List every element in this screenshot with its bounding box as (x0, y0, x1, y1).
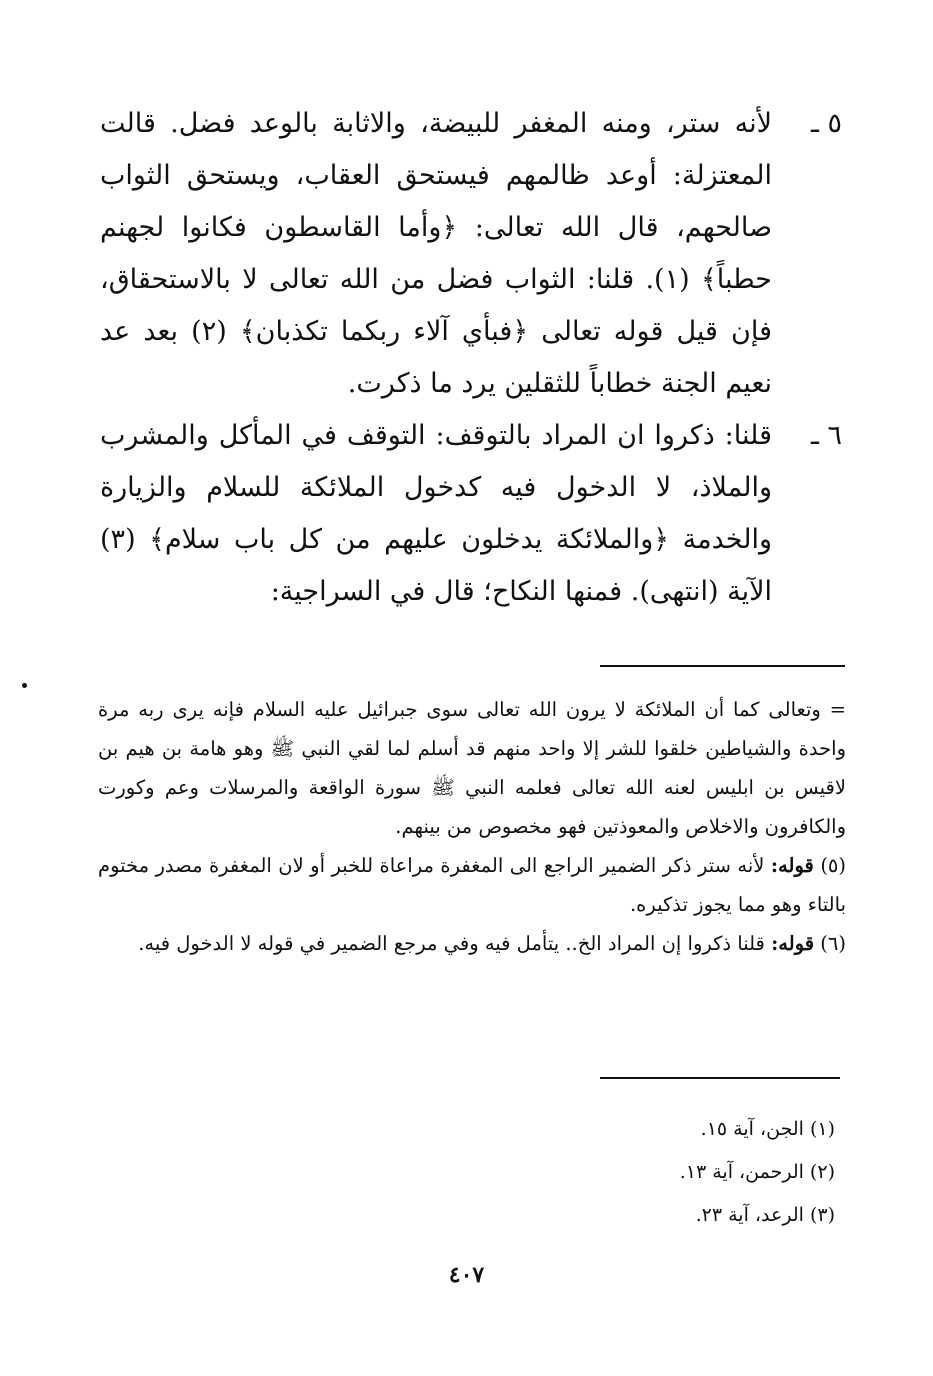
paragraph-text: قلنا: ذكروا ان المراد بالتوقف: التوقف في المأكل والمشرب والملاذ، لا الدخول فيه كدخول الملائكة للسلام والزيارة والخدمة ﴿والملائكة يدخلون عليهم من كل باب سلام﴾ (٣) الآية (انتهى). فمنها النكاح؛ قال في السراجية: (100, 420, 772, 607)
reference-item: (٢) الرحمن، آية ١٣. (679, 1161, 835, 1183)
note-number: (٥) (820, 854, 847, 877)
main-text (100, 98, 842, 618)
paragraph-number: ٦ ـ (810, 420, 842, 451)
page-number: ٤٠٧ (448, 1262, 485, 1288)
note-item (98, 924, 846, 963)
note-item (98, 846, 846, 924)
note-text: لأنه ستر ذكر الضمير الراجع الى المغفرة مراعاة للخبر أو لان المغفرة مصدر مختوم بالتاء وهو مما يجوز تذكيره. (98, 854, 846, 916)
references-separator (600, 1077, 840, 1079)
note-number: (٦) (820, 932, 846, 955)
reference-item: (١) الجن، آية ١٥. (700, 1118, 835, 1140)
note-text: قلنا ذكروا إن المراد الخ.. يتأمل فيه وفي مرجع الضمير في قوله لا الدخول فيه. (138, 932, 765, 955)
commentary-notes (98, 690, 846, 963)
notes-separator (600, 665, 845, 667)
quran-references (680, 1108, 835, 1237)
note-label: قوله: (771, 932, 815, 955)
margin-mark (22, 683, 27, 688)
paragraph-text: لأنه ستر، ومنه المغفر للبيضة، والاثابة بالوعد فضل. قالت المعتزلة: أوعد ظالمهم فيستحق العقاب، ويستحق الثواب صالحهم، قال الله تعالى: ﴿وأما القاسطون فكانوا لجهنم حطباً﴾ (١). قلنا: الثواب فضل من الله تعالى لا بالاستحقاق، فإن قيل قوله تعالى ﴿فبأي آلاء ربكما تكذبان﴾ (٢) بعد عد نعيم الجنة خطاباً للثقلين يرد ما ذكرت. (100, 108, 772, 399)
paragraph-number: ٥ ـ (810, 108, 842, 139)
reference-item: (٣) الرعد، آية ٢٣. (695, 1204, 835, 1226)
note-continuation: = وتعالى كما أن الملائكة لا يرون الله تعالى سوى جبرائيل عليه السلام فإنه يرى ربه مرة واحدة والشياطين خلقوا للشر إلا واحد منهم قد أسلم لما لقي النبي ﷺ وهو هامة بن هيم بن لاقيس بن ابليس لعنه الله تعالى فعلمه النبي ﷺ سورة الواقعة والمرسلات وعم وكورت والكافرون والاخلاص والمعوذتين فهو مخصوص من بينهم. (98, 698, 846, 838)
note-label: قوله: (770, 854, 814, 877)
numbered-paragraph (100, 410, 842, 618)
numbered-paragraph (100, 98, 842, 410)
